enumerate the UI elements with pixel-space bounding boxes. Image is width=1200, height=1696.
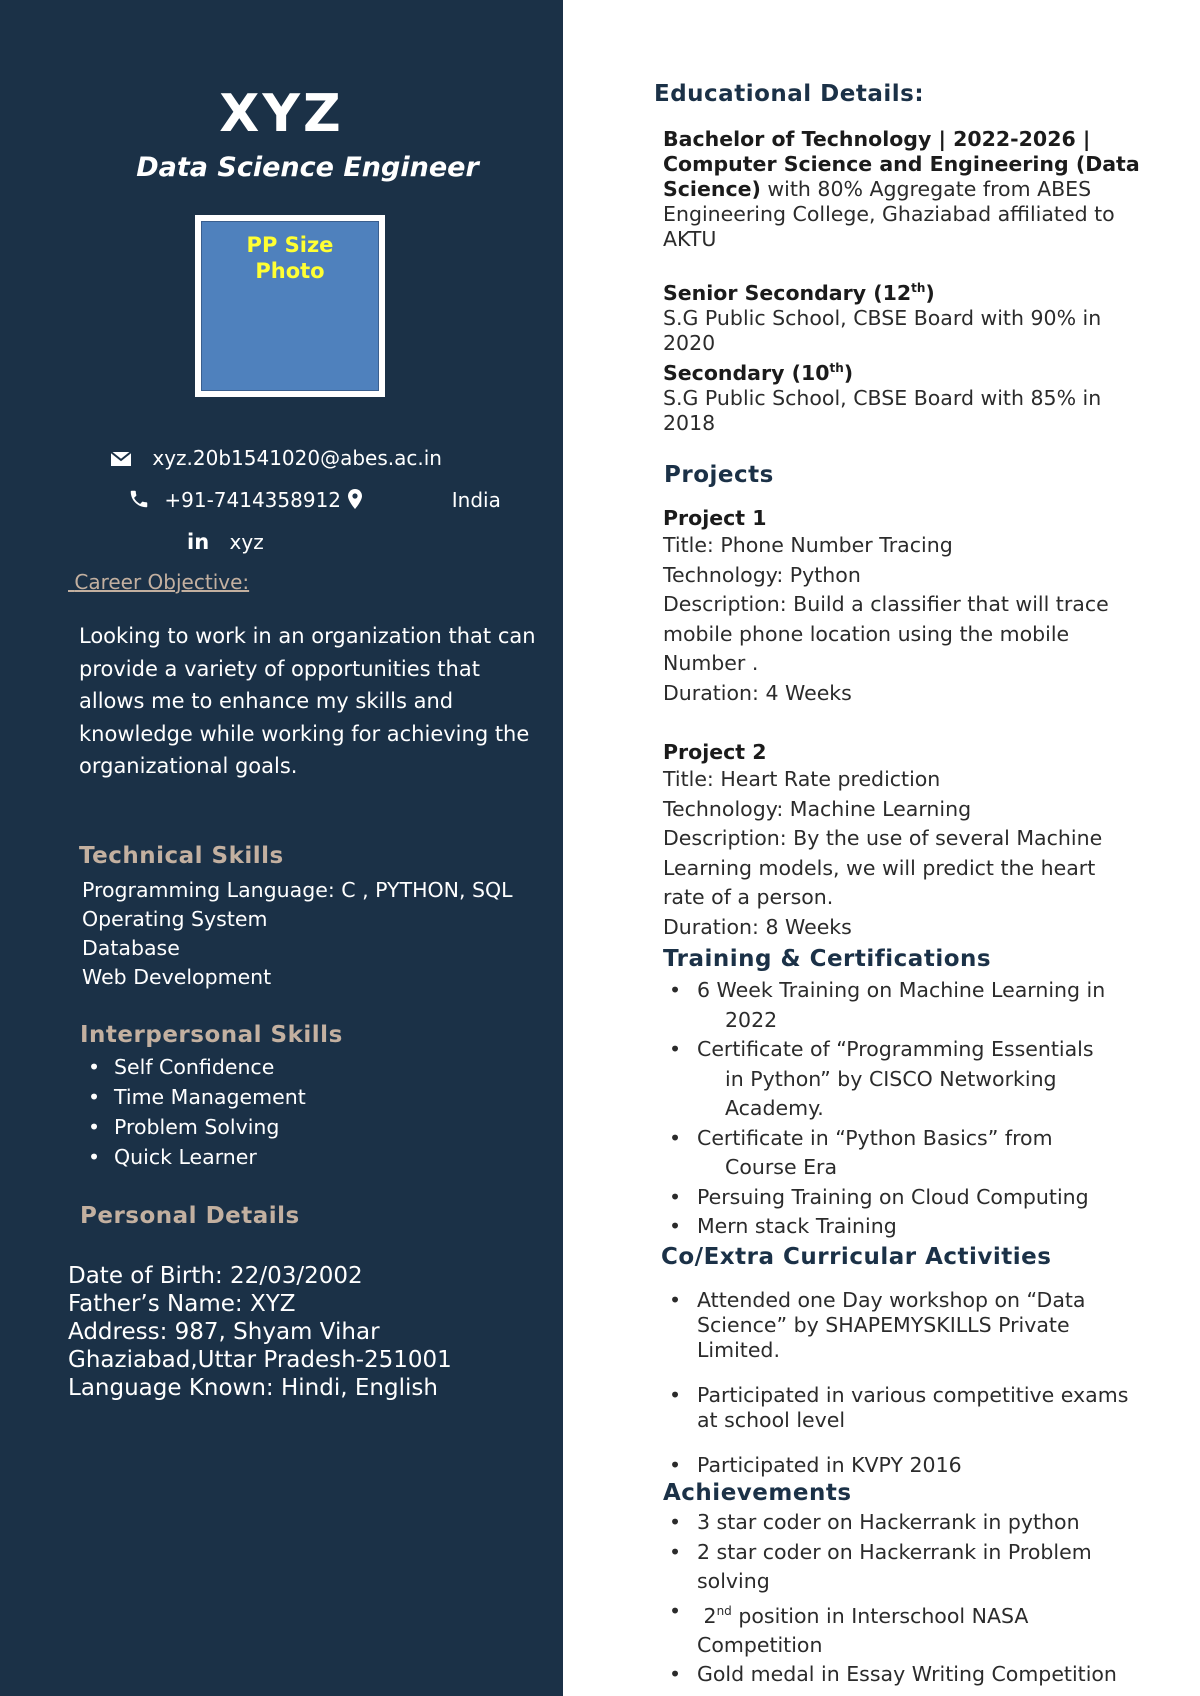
father-row: Father’s Name: XYZ (68, 1291, 296, 1317)
list-item: • 3 star coder on Hackerrank in python (667, 1508, 1137, 1538)
list-item: • Quick Learner (88, 1142, 306, 1172)
project-1: Project 1 Title: Phone Number Tracing Technology: Python Description: Build a classifier that will trace mobile phone location using the mobile Number . Duration: 4 Weeks (663, 506, 1109, 705)
photo-placeholder-line1: PP Size (246, 233, 334, 257)
candidate-role: Data Science Engineer (136, 152, 479, 183)
education-btech: Bachelor of Technology | 2022-2026 | Computer Science and Engineering (Data Science) with 80% Aggregate from ABES Engineering College, Ghaziabad affiliated to AKTU (663, 127, 1140, 251)
activities-heading: Co/Extra Curricular Activities (661, 1244, 1052, 1270)
list-item: Programming Language: C , PYTHON, SQL (82, 878, 513, 902)
personal-details-heading: Personal Details (80, 1203, 300, 1229)
list-item: Web Development (82, 965, 272, 989)
list-item: • 6 Week Training on Machine Learning in 2022 (667, 976, 1137, 1035)
interpersonal-skills-heading: Interpersonal Skills (80, 1022, 343, 1048)
list-item: • Attended one Day workshop on “Data Science” by SHAPEMYSKILLS Private Limited. (667, 1288, 1137, 1363)
linkedin-row (187, 530, 264, 554)
list-item: • Time Management (88, 1082, 306, 1112)
photo-frame (195, 215, 385, 397)
education-senior-secondary: Senior Secondary (12th) S.G Public School, CBSE Board with 90% in 2020 (663, 280, 1102, 355)
list-item: • 2nd position in Interschool NASA Competition (667, 1597, 1137, 1661)
projects-heading: Projects (664, 462, 774, 488)
address-row-2: Ghaziabad,Uttar Pradesh-251001 (68, 1347, 452, 1373)
location-pin-icon (347, 488, 363, 515)
phone-number[interactable]: +91-7414358912 (164, 488, 342, 512)
list-item: • Mern stack Training (667, 1212, 1137, 1242)
address-row: Address: 987, Shyam Vihar (68, 1319, 380, 1345)
technical-skills-list (82, 876, 513, 992)
list-item: • Gold medal in Essay Writing Competition (667, 1660, 1137, 1690)
linkedin-icon: in (187, 530, 210, 554)
linkedin-handle[interactable]: xyz (229, 530, 264, 554)
email-link[interactable]: xyz.20b1541020@abes.ac.in (152, 446, 442, 470)
interpersonal-skills-list (88, 1052, 306, 1172)
list-item: • Problem Solving (88, 1112, 306, 1142)
career-objective-text: Looking to work in an organization that can provide a variety of opportunities that allows me to enhance my skills and knowledge while working for achieving the organizational goals. (79, 624, 536, 778)
career-objective-heading: Career Objective: (74, 570, 250, 594)
achievements-list (667, 1508, 1137, 1690)
list-item: • Certificate of “Programming Essentials in Python” by CISCO Networking Academy. (667, 1035, 1137, 1124)
location-text: India (451, 488, 501, 512)
technical-skills-heading: Technical Skills (79, 843, 284, 869)
training-list (667, 976, 1137, 1242)
list-item: Operating System (82, 907, 268, 931)
personal-details (68, 1262, 452, 1402)
email-row (110, 446, 442, 472)
list-item: • Participated in various competitive exams at school level (667, 1383, 1137, 1433)
activities-list (667, 1288, 1137, 1498)
project-2: Project 2 Title: Heart Rate prediction Technology: Machine Learning Description: By the use of several Machine Learning models, we will predict the heart rate of a person. Duration: 8 Weeks (663, 740, 1103, 939)
list-item: • Persuing Training on Cloud Computing (667, 1183, 1137, 1213)
list-item: • Participated in KVPY 2016 (667, 1453, 1137, 1478)
list-item: • 2 star coder on Hackerrank in Problem solving (667, 1538, 1137, 1597)
phone-icon (128, 488, 150, 515)
sidebar (0, 0, 563, 1696)
achievements-heading: Achievements (663, 1480, 852, 1506)
training-heading: Training & Certifications (663, 946, 992, 972)
photo-placeholder-line2: Photo (255, 259, 325, 283)
candidate-name: XYZ (219, 84, 344, 144)
photo-placeholder (201, 221, 379, 391)
education-heading: Educational Details: (654, 81, 925, 107)
list-item: • Self Confidence (88, 1052, 306, 1082)
phone-row (128, 488, 501, 515)
list-item: • Certificate in “Python Basics” from Course Era (667, 1124, 1137, 1183)
list-item: Database (82, 936, 180, 960)
education-secondary: Secondary (10th) S.G Public School, CBSE Board with 85% in 2018 (663, 360, 1102, 435)
envelope-icon (110, 448, 132, 472)
language-row: Language Known: Hindi, English (68, 1375, 438, 1401)
dob-row: Date of Birth: 22/03/2002 (68, 1263, 363, 1289)
